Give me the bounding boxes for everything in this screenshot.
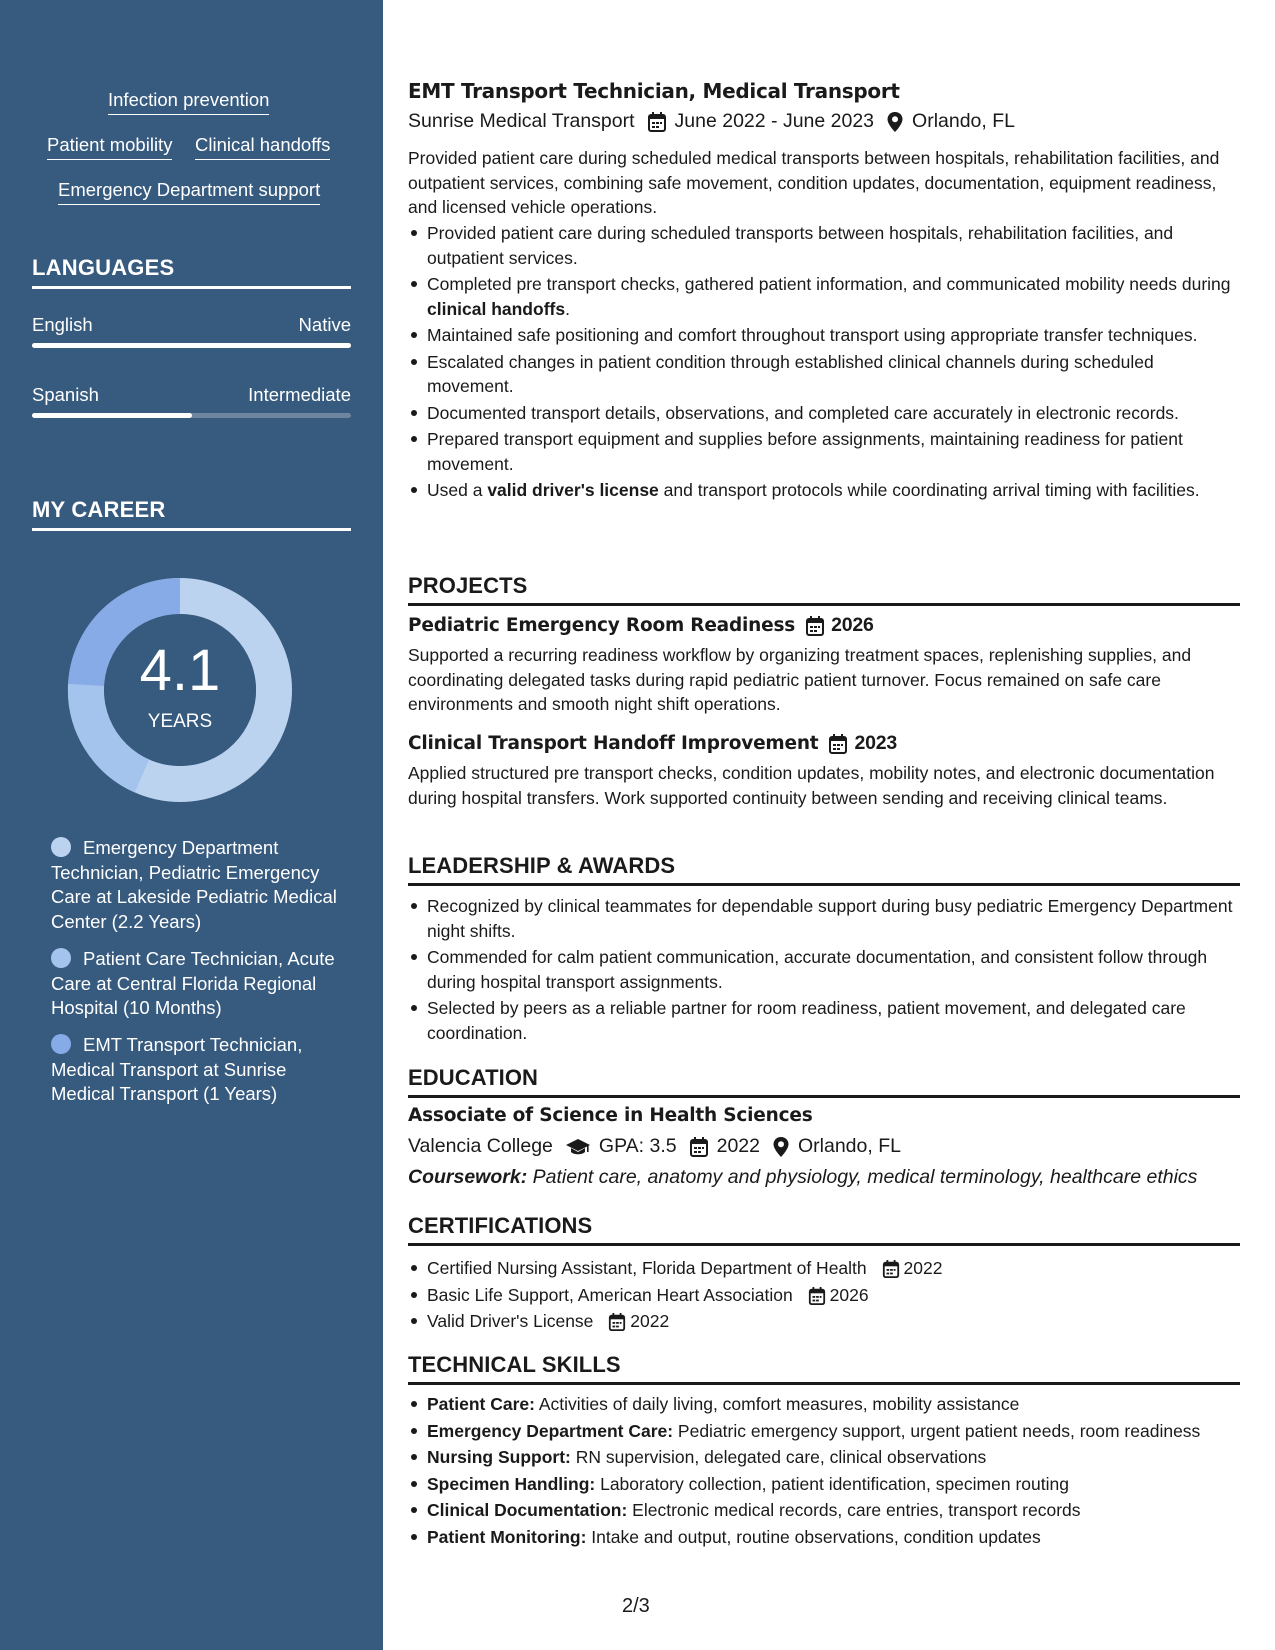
list-item: Documented transport details, observations, and completed care accurately in electronic records. [408,401,1240,426]
coursework-text: Patient care, anatomy and physiology, medical terminology, healthcare ethics [527,1166,1198,1188]
school-name: Valencia College [408,1135,553,1157]
language-level: Native [298,314,351,335]
coursework [408,1166,1197,1189]
career-item-text: EMT Transport Technician, Medical Transport at Sunrise Medical Transport (1 Years) [51,1034,303,1104]
projects-heading: PROJECTS [408,573,1240,606]
degree-title: Associate of Science in Health Sciences [408,1105,813,1126]
job-title: EMT Transport Technician, Medical Transport [408,79,900,103]
language-bar [32,343,351,348]
job-dates: June 2022 - June 2023 [674,110,875,132]
sidebar [0,0,383,1650]
education-year: 2022 [716,1135,760,1157]
calendar-icon [808,1286,826,1306]
language-name: Spanish [32,384,99,405]
language-row [32,314,351,336]
list-item: Certified Nursing Assistant, Florida Department of Health 2022 [408,1256,1240,1281]
career-total: 4.1 [139,638,221,703]
calendar-icon [608,1312,626,1332]
list-item: Completed pre transport checks, gathered patient information, and communicated mobility needs during clinical handoffs. [408,272,1240,321]
career-item-text: Emergency Department Technician, Pediatric Emergency Care at Lakeside Pediatric Medical Center (2.2 Years) [51,837,337,932]
certifications-list [408,1256,1240,1336]
career-dot-icon [51,948,71,968]
calendar-icon [647,111,667,133]
list-item: Escalated changes in patient condition through established clinical channels during scheduled movement. [408,350,1240,399]
leadership-heading: LEADERSHIP & AWARDS [408,853,1240,886]
list-item: Maintained safe positioning and comfort throughout transport using appropriate transfer techniques. [408,323,1240,348]
career-heading: MY CAREER [32,497,351,531]
language-bar-fill [32,413,192,418]
list-item: Prepared transport equipment and supplies before assignments, maintaining readiness for patient movement. [408,427,1240,476]
graduation-cap-icon [565,1137,591,1157]
language-row [32,384,351,406]
calendar-icon [805,615,825,637]
language-bar-fill [32,343,351,348]
career-unit: YEARS [147,711,213,732]
career-donut [62,572,298,808]
list-item: Recognized by clinical teammates for dependable support during busy pediatric Emergency Department night shifts. [408,894,1240,943]
company-name: Sunrise Medical Transport [408,110,635,132]
certifications-heading: CERTIFICATIONS [408,1213,1240,1246]
skill-tag: Patient mobility [47,133,172,160]
skill-tag: Clinical handoffs [195,133,330,160]
career-item [51,1033,341,1107]
technical-skills-list [408,1392,1240,1551]
project-name: Clinical Transport Handoff Improvement [408,733,819,754]
career-item [51,947,341,1021]
education-heading: EDUCATION [408,1065,1240,1098]
language-bar [32,413,351,418]
job-summary: Provided patient care during scheduled medical transports between hospitals, rehabilitation facilities, and outpatient services, combining safe movement, condition updates, documentation, equipment readiness, and licensed vehicle operations. [408,148,1220,217]
education-location: Orlando, FL [797,1135,901,1157]
skill-tag: Emergency Department support [58,178,320,205]
project-description: Applied structured pre transport checks, condition updates, mobility notes, and electronic documentation during hospital transfers. Work supported continuity between sending and receiving clinical teams. [408,763,1215,808]
project-title [408,614,874,637]
location-pin-icon [772,1136,790,1158]
technical-skills-heading: TECHNICAL SKILLS [408,1352,1240,1385]
career-dot-icon [51,1034,71,1054]
location-pin-icon [886,111,904,133]
project-year: 2026 [831,614,874,636]
project-title [408,732,897,755]
list-item: Clinical Documentation: Electronic medical records, care entries, transport records [408,1498,1240,1523]
project-description: Supported a recurring readiness workflow by organizing treatment spaces, replenishing supplies, and coordinating delegated tasks during rapid pediatric patient turnover. Focus remained on safe care environments and smooth night shift operations. [408,645,1192,714]
career-item-text: Patient Care Technician, Acute Care at Central Florida Regional Hospital (10 Months) [51,948,335,1018]
career-dot-icon [51,837,71,857]
leadership-bullets [408,894,1240,1047]
list-item: Specimen Handling: Laboratory collection, patient identification, specimen routing [408,1472,1240,1497]
list-item: Emergency Department Care: Pediatric emergency support, urgent patient needs, room readiness [408,1419,1240,1444]
list-item: Valid Driver's License 2022 [408,1309,1240,1334]
job-bullets [408,221,1240,505]
job-meta [408,110,1015,133]
list-item: Patient Care: Activities of daily living, comfort measures, mobility assistance [408,1392,1240,1417]
list-item: Basic Life Support, American Heart Association 2026 [408,1283,1240,1308]
project-year: 2023 [854,732,898,754]
languages-heading: LANGUAGES [32,255,351,289]
skill-tag: Infection prevention [108,88,269,115]
calendar-icon [828,733,848,755]
job-location: Orlando, FL [912,110,1015,132]
list-item: Commended for calm patient communication, accurate documentation, and consistent follow through during hospital transport assignments. [408,945,1240,994]
language-name: English [32,314,93,335]
calendar-icon [689,1136,709,1158]
list-item: Nursing Support: RN supervision, delegated care, clinical observations [408,1445,1240,1470]
list-item: Selected by peers as a reliable partner for room readiness, patient movement, and delegated care coordination. [408,996,1240,1045]
career-item [51,836,341,934]
project-name: Pediatric Emergency Room Readiness [408,615,796,636]
coursework-label: Coursework: [408,1166,528,1188]
gpa: GPA: 3.5 [598,1135,677,1157]
list-item: Used a valid driver's license and transport protocols while coordinating arrival timing with facilities. [408,478,1240,503]
list-item: Provided patient care during scheduled transports between hospitals, rehabilitation facilities, and outpatient services. [408,221,1240,270]
language-level: Intermediate [248,384,351,405]
list-item: Patient Monitoring: Intake and output, routine observations, condition updates [408,1525,1240,1550]
education-meta [408,1135,901,1158]
page-number: 2/3 [622,1595,650,1617]
calendar-icon [882,1259,900,1279]
